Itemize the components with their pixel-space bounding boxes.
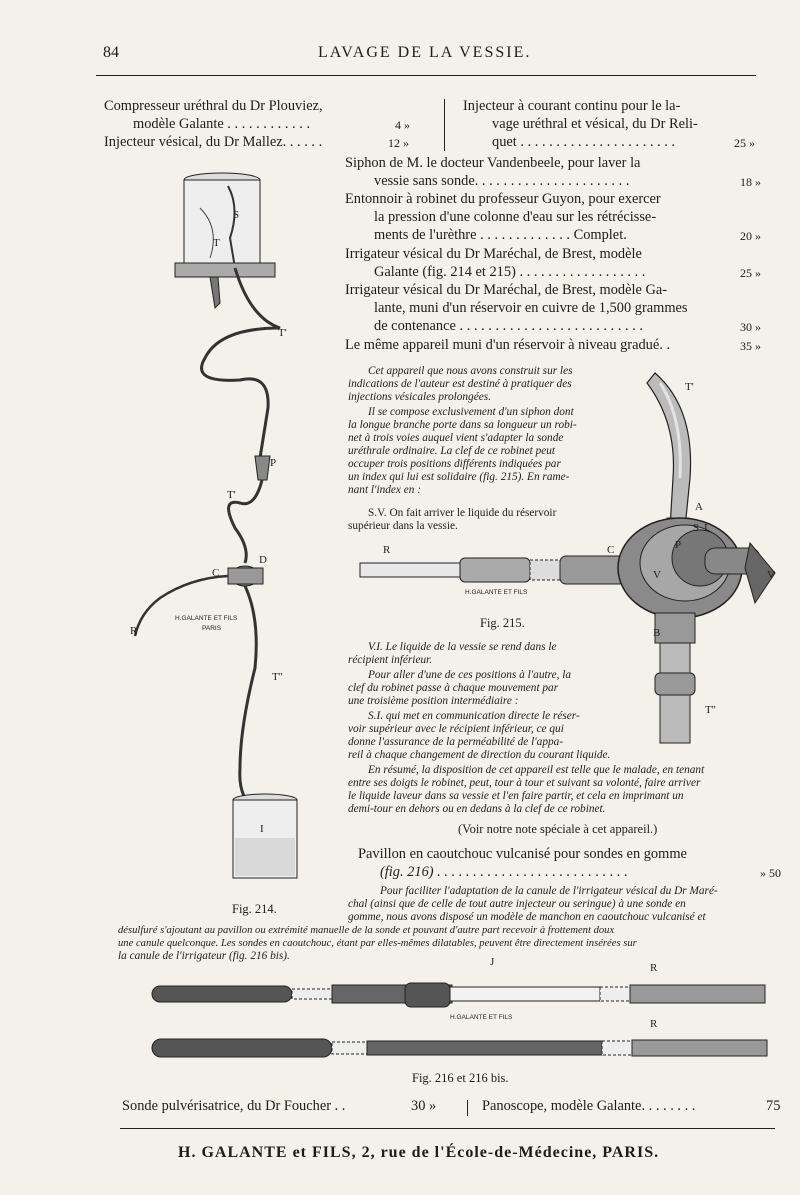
entry-siphon-price: 18 » (740, 175, 761, 189)
desc-line: net à trois voies auquel vient s'adapter la sonde (348, 432, 564, 444)
label-S: S (233, 209, 240, 221)
page-title: LAVAGE DE LA VESSIE. (318, 44, 532, 61)
entry-irrigateur-cuivre-line2: lante, muni d'un réservoir en cuivre de 1,500 grammes (374, 300, 688, 316)
entry-entonnoir-line2: la pression d'une colonne d'eau sur les rétrécisse- (374, 209, 657, 225)
desc2-line: donne l'assurance de la perméabilité de l'appa- (348, 736, 564, 748)
entry-irrigateur-cuivre-price: 30 » (740, 320, 761, 334)
engraving-216: H.GALANTE ET FILS (450, 1014, 513, 1021)
bottom-divider (467, 1100, 468, 1116)
entry-reliquet-line2: vage uréthral et vésical, du Dr Reli- (492, 116, 698, 132)
label-B: B (653, 627, 661, 639)
entry-pavillon-price: » 50 (760, 866, 781, 880)
note-voir: (Voir notre note spéciale à cet appareil.) (458, 822, 658, 836)
page-number: 84 (103, 44, 119, 61)
desc2-line: récipient inférieur. (348, 654, 433, 666)
entry-entonnoir-line1: Entonnoir à robinet du professeur Guyon, pour exercer (345, 191, 661, 207)
pavillon-line: une canule quelconque. Les sondes en caoutchouc, étant par elles-mêmes dilatables, peuvent être directement insérées sur (118, 938, 637, 949)
entry-irrigateur-line1: Irrigateur vésical du Dr Maréchal, de Brest, modèle (345, 246, 642, 262)
entry-panoscope: Panoscope, modèle Galante. . . . . . . . (482, 1098, 696, 1114)
desc-line: la longue branche porte dans sa longueur un robi- (348, 419, 577, 431)
desc2-line: V.I. Le liquide de la vessie se rend dans le (368, 641, 557, 653)
label-R: R (383, 544, 391, 556)
label-R: R (130, 625, 138, 637)
desc-line: S.V. On fait arriver le liquide du réservoir (368, 507, 557, 519)
pavillon-line: désulfuré s'ajoutant au pavillon ou extrémité manuelle de la sonde et pouvant d'autre part recevoir à frottement doux (118, 925, 615, 936)
desc-line: occuper trois positions différents indiquées par (348, 458, 561, 470)
desc-line: Cet appareil que nous avons construit sur les (368, 365, 573, 377)
pavillon-line: chal (ainsi que de celle de tout autre injecteur ou seringue) à une sonde en (348, 898, 686, 910)
fig-214-illustration (120, 168, 360, 898)
footer-rule (120, 1128, 775, 1129)
entry-reliquet-price: 25 » (734, 136, 755, 150)
entry-plouviez-line1: Compresseur uréthral du Dr Plouviez, (104, 98, 323, 114)
label-I: I (260, 823, 264, 835)
entry-reliquet-line1: Injecteur à courant continu pour le la- (463, 98, 681, 114)
entry-irrigateur-line2: Galante (fig. 214 et 215) . . . . . . . . . . . . . . . . . . (374, 264, 646, 280)
label-T: T (213, 237, 220, 249)
desc-line: un index qui lui est solidaire (fig. 215). En rame- (348, 471, 570, 483)
label-C: C (607, 544, 615, 556)
desc-line: nant l'index en : (348, 484, 421, 496)
desc-line: injections vésicales prolongées. (348, 391, 491, 403)
desc2-line: demi-tour en dehors ou en dedans à la clef de ce robinet. (348, 803, 606, 815)
engraving-215: H.GALANTE ET FILS (465, 589, 528, 596)
column-divider (444, 99, 445, 151)
header-rule (96, 75, 756, 76)
label-P: P (675, 539, 682, 551)
label-V2: V (653, 569, 661, 581)
entry-niveau-gradue: Le même appareil muni d'un réservoir à niveau gradué. . (345, 337, 671, 353)
label-T2: T'' (705, 704, 716, 716)
fig-214-caption: Fig. 214. (232, 902, 277, 916)
entry-mallez-line1: Injecteur vésical, du Dr Mallez. . . . . . (104, 134, 323, 150)
entry-entonnoir-line3: ments de l'urèthre . . . . . . . . . . . . . Complet. (374, 227, 627, 243)
entry-siphon-line2: vessie sans sonde. . . . . . . . . . . . . . . . . . . . . . (374, 173, 630, 189)
label-I: I (704, 522, 708, 534)
desc2-line: reil à chaque changement de direction du courant liquide. (348, 749, 611, 761)
label-T2: T' (227, 489, 236, 501)
entry-irrigateur-cuivre-line1: Irrigateur vésical du Dr Maréchal, de Brest, modèle Ga- (345, 282, 668, 298)
desc2-line: S.I. qui met en communication directe le réser- (368, 710, 580, 722)
label-V: V (767, 569, 775, 581)
pavillon-line: Pour faciliter l'adaptation de la canule de l'irrigateur vésical du Dr Maré- (380, 885, 718, 897)
label-R2: R (650, 1018, 658, 1030)
entry-panoscope-price: 75 (766, 1098, 781, 1114)
label-C: C (212, 567, 220, 579)
desc2-line: le liquide laveur dans sa vessie et l'en faire partir, et cela en imprimant un (348, 790, 684, 802)
fig-216-illustration (150, 955, 770, 1070)
desc-line: uréthrale ordinaire. La clef de ce robinet peut (348, 445, 556, 457)
engraving-214: H.GALANTE ET FILS (175, 615, 238, 622)
desc2-line: voir supérieur avec le récipient inférieur, ce qui (348, 723, 564, 735)
fig-216-caption: Fig. 216 et 216 bis. (412, 1071, 509, 1085)
label-T1: T' (278, 327, 287, 339)
entry-irrigateur-price: 25 » (740, 266, 761, 280)
entry-sonde-price: 30 » (411, 1098, 437, 1114)
label-J: J (490, 956, 495, 968)
engraving-214-paris: PARIS (202, 625, 222, 632)
entry-sonde-pulverisatrice: Sonde pulvérisatrice, du Dr Foucher . . (122, 1098, 346, 1114)
entry-siphon-line1: Siphon de M. le docteur Vandenbeele, pour laver la (345, 155, 641, 171)
desc2-line: entre ses doigts le robinet, peut, tour à tour et suivant sa volonté, faire arriver (348, 777, 701, 789)
label-T3: T'' (272, 671, 283, 683)
entry-niveau-gradue-price: 35 » (740, 339, 761, 353)
desc-line: supérieur dans la vessie. (348, 520, 458, 532)
fig-215-caption: Fig. 215. (480, 616, 525, 630)
desc2-line: clef du robinet passe à chaque mouvement par (348, 682, 559, 694)
entry-plouviez-price: 4 » (395, 118, 410, 132)
desc-line: indications de l'auteur est destiné à pratiquer des (348, 378, 572, 390)
desc2-line: une troisième position intermédiaire : (348, 695, 519, 707)
entry-reliquet-line3: quet . . . . . . . . . . . . . . . . . . . . . . (492, 134, 676, 150)
label-A: A (695, 501, 703, 513)
entry-mallez-price: 12 » (388, 136, 409, 150)
label-R1: R (650, 962, 658, 974)
desc-line: Il se compose exclusivement d'un siphon dont (368, 406, 574, 418)
desc2-line: Pour aller d'une de ces positions à l'autre, la (368, 669, 572, 681)
entry-irrigateur-cuivre-line3: de contenance . . . . . . . . . . . . . . . . . . . . . . . . . . (374, 318, 643, 334)
pavillon-line: gomme, nous avons disposé un modèle de manchon en caoutchouc vulcanisé et (348, 911, 706, 923)
entry-pavillon-line1: Pavillon en caoutchouc vulcanisé pour sondes en gomme (358, 846, 687, 862)
label-T1: T' (685, 381, 694, 393)
entry-plouviez-line2: modèle Galante . . . . . . . . . . . . (133, 116, 311, 132)
entry-entonnoir-price: 20 » (740, 229, 761, 243)
label-D: D (259, 554, 267, 566)
publisher-footer: H. GALANTE et FILS, 2, rue de l'École-de-Médecine, PARIS. (178, 1144, 660, 1161)
label-S: S (693, 522, 700, 534)
label-P: P (270, 457, 277, 469)
entry-pavillon-line2: (fig. 216) . . . . . . . . . . . . . . . . . . . . . . . . . . . (380, 864, 628, 880)
pavillon-line: la canule de l'irrigateur (fig. 216 bis). (118, 950, 290, 962)
desc2-line: En résumé, la disposition de cet appareil est telle que le malade, en tenant (368, 764, 705, 776)
